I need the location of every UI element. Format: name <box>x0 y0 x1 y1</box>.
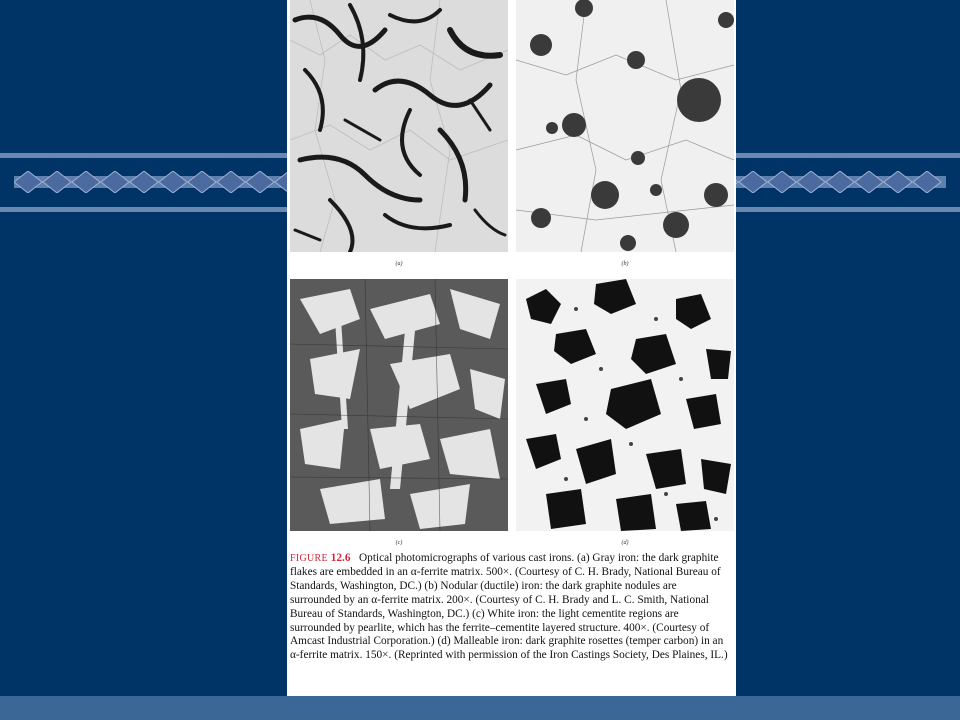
micrograph-b-nodular-iron <box>516 0 734 252</box>
diamond-ornament <box>14 171 42 193</box>
diamond-ornament <box>855 171 883 193</box>
diamond-ornament <box>768 171 796 193</box>
figure-panel <box>287 0 736 696</box>
micrograph-c-white-iron <box>290 279 508 531</box>
panel-label-c: (c) <box>395 540 403 546</box>
micrograph-a-gray-iron <box>290 0 508 252</box>
panel-label-a: (a) <box>395 261 403 267</box>
figure-caption-number: 12.6 <box>330 552 351 564</box>
diamond-ornament <box>739 171 767 193</box>
diamond-ornament <box>101 171 129 193</box>
slide-footer-strip <box>0 696 960 720</box>
diamond-ornament <box>43 171 71 193</box>
panel-label-d: (d) <box>621 540 629 546</box>
diamond-ornament <box>884 171 912 193</box>
diamond-ornament <box>130 171 158 193</box>
diamond-ornament <box>188 171 216 193</box>
diamond-ornament <box>246 171 274 193</box>
diamond-ornament <box>159 171 187 193</box>
figure-caption <box>290 552 730 663</box>
diamond-ornament <box>72 171 100 193</box>
diamond-ornament <box>826 171 854 193</box>
diamond-ornament <box>797 171 825 193</box>
micrograph-d-malleable-iron <box>516 279 734 531</box>
diamond-ornament <box>913 171 941 193</box>
figure-caption-text: Optical photomicrographs of various cast irons. (a) Gray iron: the dark graphite flakes are embedded in an α-ferrite matrix. 500×. (Courtesy of C. H. Brady, National Bureau of Standards, Washington, DC.) (b) Nodular (ductile) iron: the dark graphite nodules are surrounded by an α-ferrite matrix. 200×. (Courtesy of C. H. Brady and L. C. Smith, National Bureau of Standards, Washington, DC.) (c) White iron: the light cementite regions are surrounded by pearlite, which has the ferrite–cementite layered structure. 400×. (Courtesy of Amcast Industrial Corporation.) (d) Malleable iron: dark graphite rosettes (temper carbon) in an α-ferrite matrix. 150×. (Reprinted with permission of the Iron Castings Society, Des Plaines, IL.) <box>290 552 728 662</box>
diamond-ornament <box>217 171 245 193</box>
figure-caption-label: FIGURE <box>290 553 328 564</box>
panel-label-b: (b) <box>621 261 629 267</box>
